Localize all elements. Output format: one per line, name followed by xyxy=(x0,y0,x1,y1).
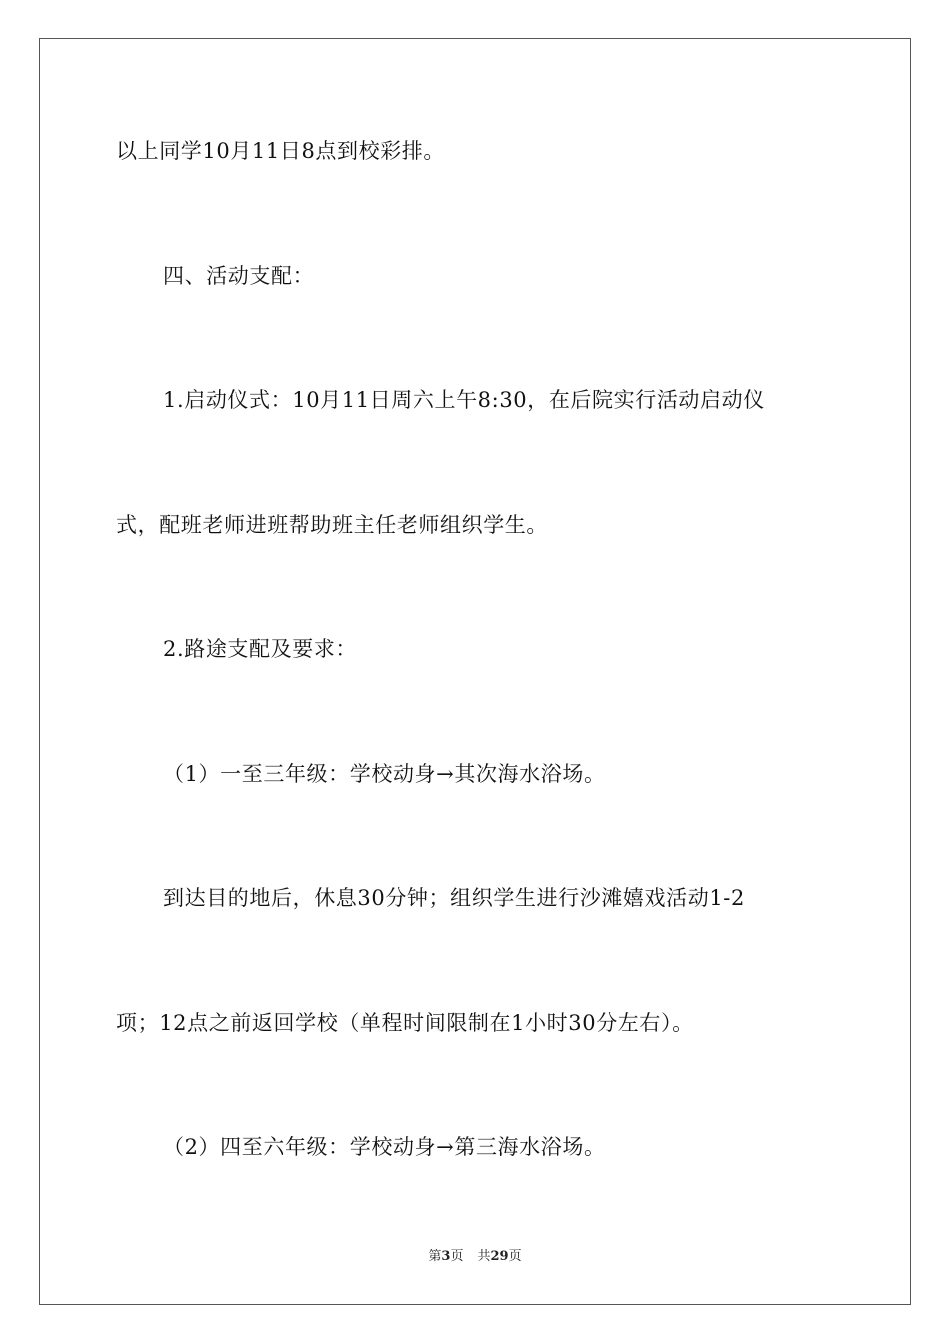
footer-total-suffix: 页 xyxy=(508,1249,522,1264)
footer-page-number: 3 xyxy=(441,1249,451,1264)
paragraph-line: 式，配班老师进班帮助班主任老师组织学生。 xyxy=(116,513,548,537)
footer-total-prefix: 共 xyxy=(477,1249,491,1264)
page-footer xyxy=(0,1248,950,1266)
footer-total-pages: 29 xyxy=(490,1249,509,1264)
footer-page-prefix: 第 xyxy=(428,1249,442,1264)
paragraph-line: 项；12点之前返回学校（单程时间限制在1小时30分左右）。 xyxy=(116,1011,694,1035)
list-item: （1）一至三年级：学校动身→其次海水浴场。 xyxy=(163,762,606,786)
paragraph-line: 到达目的地后，休息30分钟；组织学生进行沙滩嬉戏活动1-2 xyxy=(163,886,745,910)
page-border xyxy=(39,38,911,1305)
paragraph-line: 1.启动仪式：10月11日周六上午8:30，在后院实行活动启动仪 xyxy=(163,388,765,412)
footer-page-suffix: 页 xyxy=(450,1249,464,1264)
subsection-heading: 2.路途支配及要求： xyxy=(163,637,358,661)
list-item: （2）四至六年级：学校动身→第三海水浴场。 xyxy=(163,1135,606,1159)
paragraph-line: 以上同学10月11日8点到校彩排。 xyxy=(116,139,446,163)
section-heading: 四、活动支配： xyxy=(163,264,315,288)
